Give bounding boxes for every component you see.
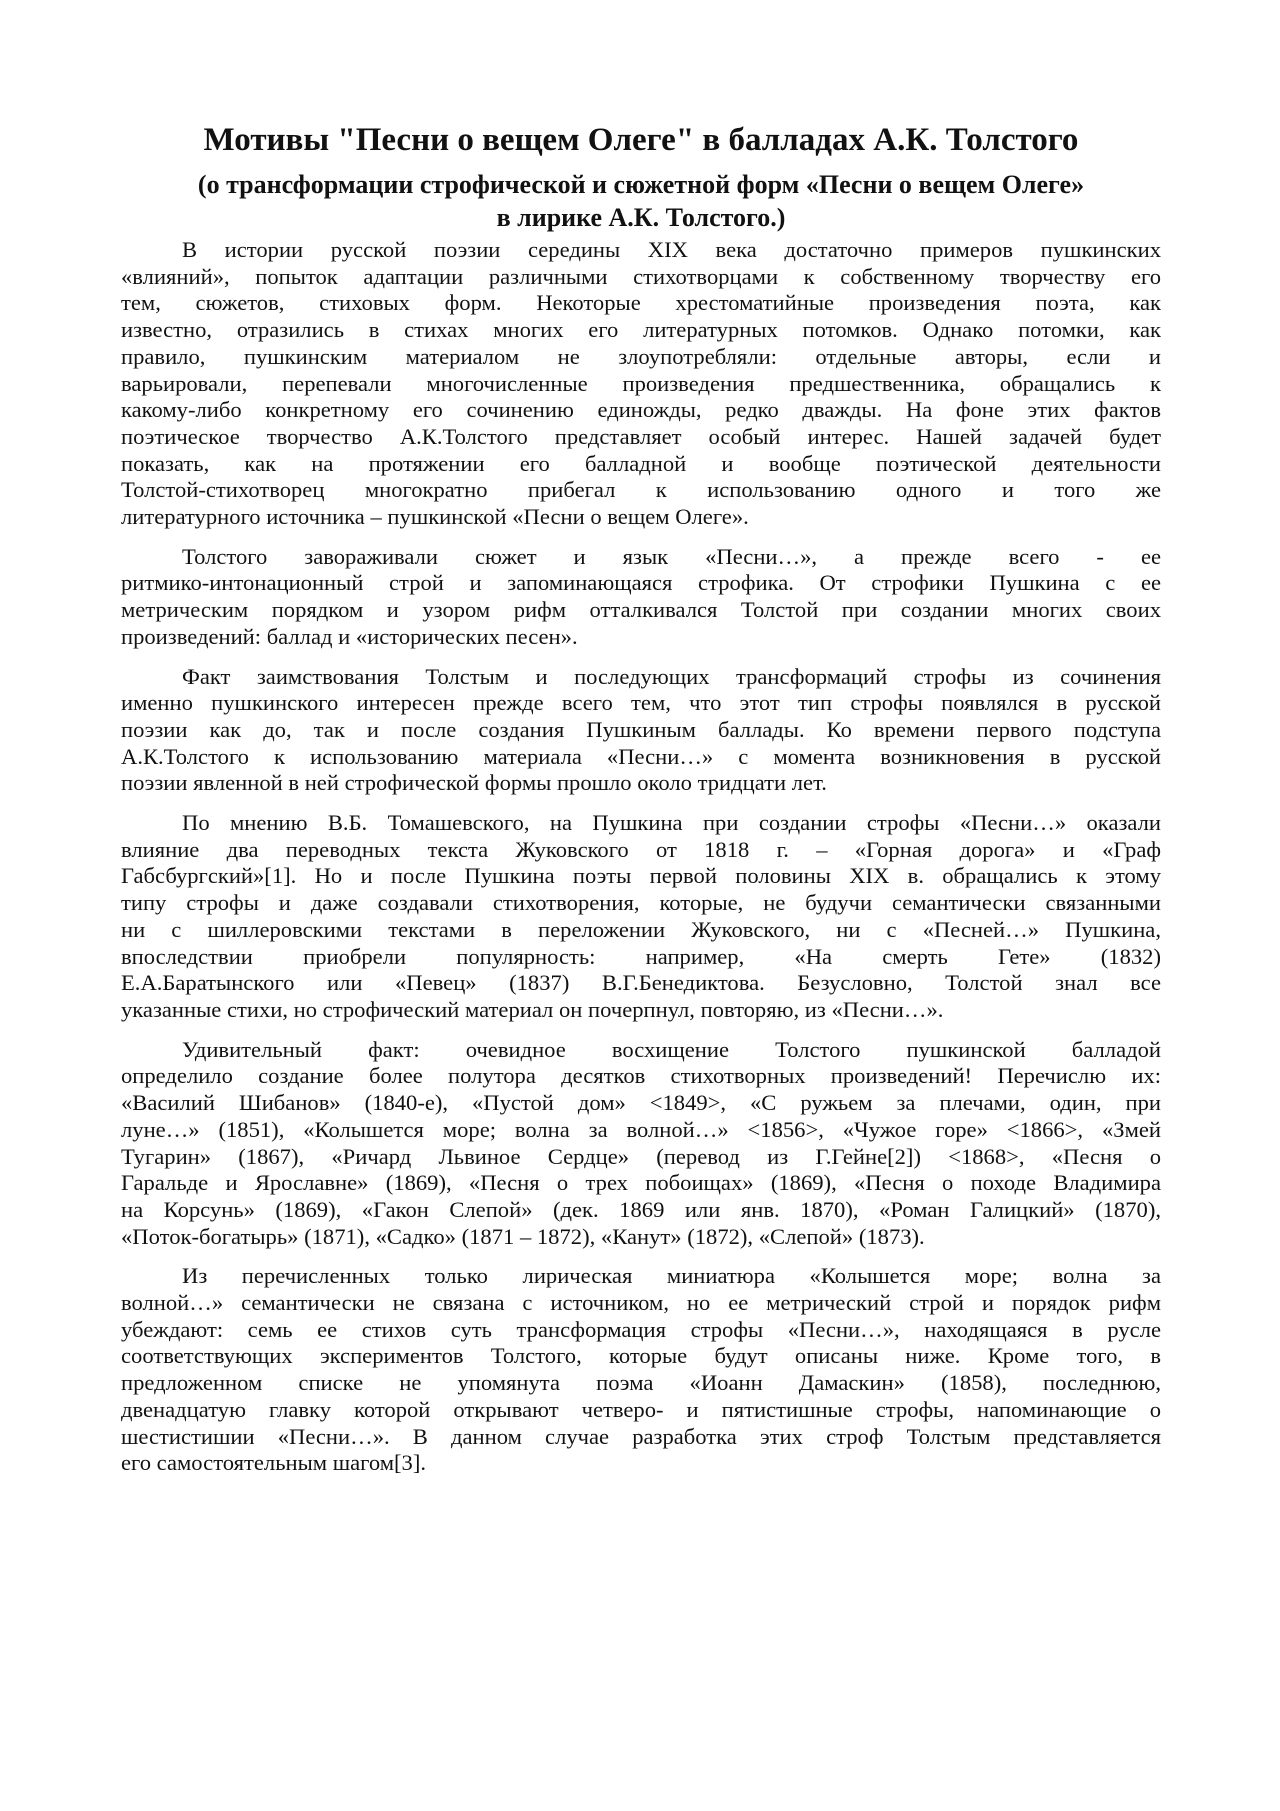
text-line: влияние два переводных текста Жуковского от 1818 г. – «Горная дорога» и «Граф [121,836,1161,862]
text-line: метрическим порядком и узором рифм отталкивался Толстой при создании многих своих [121,597,1161,623]
text-line: Толстой-стихотворец многократно прибегал к использованию одного и того же [121,477,1161,503]
text-line: Из перечисленных только лирическая миниатюра «Колышется море; волна за [182,1263,1161,1289]
text-line: поэтическое творчество А.К.Толстого представляет особый интерес. Нашей задачей будет [121,423,1161,449]
text-line: его самостоятельным шагом[3]. [121,1450,427,1476]
text-line: Габсбургский»[1]. Но и после Пушкина поэты первой половины XIX в. обращались к этому [121,863,1161,889]
paragraph [121,810,1161,1024]
text-line: Удивительный факт: очевидное восхищение Толстого пушкинской балладой [182,1036,1161,1062]
text-line: «Поток-богатырь» (1871), «Садко» (1871 – 1872), «Канут» (1872), «Слепой» (1873). [121,1223,925,1249]
text-line: Тугарин» (1867), «Ричард Львиное Сердце» (перевод из Г.Гейне[2]) <1868>, «Песня о [121,1143,1161,1169]
text-line: поэзии явленной в ней строфической формы прошло около тридцати лет. [121,770,827,796]
text-line: Факт заимствования Толстым и последующих трансформаций строфы из сочинения [182,663,1161,689]
text-line: шестистишии «Песни…». В данном случае разработка этих строф Толстым представляется [121,1423,1161,1449]
text-line: впоследствии приобрели популярность: например, «На смерть Гете» (1832) [121,943,1161,969]
text-line: соответствующих экспериментов Толстого, которые будут описаны ниже. Кроме того, в [121,1343,1161,1369]
text-line: именно пушкинского интересен прежде всего тем, что этот тип строфы появлялся в русской [121,690,1161,716]
text-line: известно, отразились в стихах многих его литературных потомков. Однако потомки, как [121,317,1161,343]
text-line: определило создание более полутора десятков стихотворных произведений! Перечислю их: [121,1063,1161,1089]
text-line: правило, пушкинским материалом не злоупотребляли: отдельные авторы, если и [121,343,1161,369]
text-line: типу строфы и даже создавали стихотворения, которые, не будучи семантически связанными [121,890,1161,916]
text-line: литературного источника – пушкинской «Песни о вещем Олеге». [121,504,749,530]
text-line: варьировали, перепевали многочисленные произведения предшественника, обращались к [121,370,1161,396]
paragraph [121,237,1161,531]
text-line: произведений: баллад и «исторических песен». [121,623,578,649]
paragraph [121,544,1161,651]
subtitle-line: в лирике А.К. Толстого.) [496,203,786,232]
text-line: волной…» семантически не связана с источником, но ее метрический строй и порядок рифм [121,1290,1161,1316]
subtitle-line: (о трансформации строфической и сюжетной форм «Песни о вещем Олеге» [197,170,1085,199]
article-subtitle [121,168,1161,234]
paragraph [121,1263,1161,1477]
text-line: ритмико-интонационный строй и запоминающаяся строфика. От строфики Пушкина с ее [121,570,1161,596]
text-line: указанные стихи, но строфический материал он почерпнул, повторяю, из «Песни…». [121,996,944,1022]
paragraph [121,664,1161,798]
text-line: луне…» (1851), «Колышется море; волна за волной…» <1856>, «Чужое горе» <1866>, «Змей [121,1116,1161,1142]
document-page [121,120,1161,1490]
text-line: По мнению В.Б. Томашевского, на Пушкина при создании строфы «Песни…» оказали [182,810,1161,836]
paragraph [121,1037,1161,1251]
text-line: Толстого завораживали сюжет и язык «Песни…», а прежде всего - ее [182,543,1161,569]
text-line: Гаральде и Ярославне» (1869), «Песня о трех побоищах» (1869), «Песня о походе Владимира [121,1170,1161,1196]
text-line: на Корсунь» (1869), «Гакон Слепой» (дек. 1869 или янв. 1870), «Роман Галицкий» (1870), [121,1196,1161,1222]
article-body [121,237,1161,1477]
text-line: двенадцатую главку которой открывают четверо- и пятистишные строфы, напоминающие о [121,1396,1161,1422]
text-line: А.К.Толстого к использованию материала «Песни…» с момента возникновения в русской [121,743,1161,769]
text-line: показать, как на протяжении его балладной и вообще поэтической деятельности [121,450,1161,476]
text-line: тем, сюжетов, стиховых форм. Некоторые хрестоматийные произведения поэта, как [121,290,1161,316]
text-line: ни с шиллеровскими текстами в переложении Жуковского, ни с «Песней…» Пушкина, [121,916,1161,942]
text-line: предложенном списке не упомянута поэма «Иоанн Дамаскин» (1858), последнюю, [121,1370,1161,1396]
text-line: «Василий Шибанов» (1840-е), «Пустой дом» <1849>, «С ружьем за плечами, один, при [121,1090,1161,1116]
text-line: «влияний», попыток адаптации различными стихотворцами к собственному творчеству его [121,263,1161,289]
text-line: какому-либо конкретному его сочинению единожды, редко дважды. На фоне этих фактов [121,397,1161,423]
text-line: В истории русской поэзии середины XIX века достаточно примеров пушкинских [182,237,1161,262]
text-line: убеждают: семь ее стихов суть трансформация строфы «Песни…», находящаяся в русле [121,1316,1161,1342]
article-title: Мотивы "Песни о вещем Олеге" в балладах А.К. Толстого [203,122,1079,158]
text-line: Е.А.Баратынского или «Певец» (1837) В.Г.Бенедиктова. Безусловно, Толстой знал все [121,970,1161,996]
text-line: поэзии как до, так и после создания Пушкиным баллады. Ко времени первого подступа [121,716,1161,742]
